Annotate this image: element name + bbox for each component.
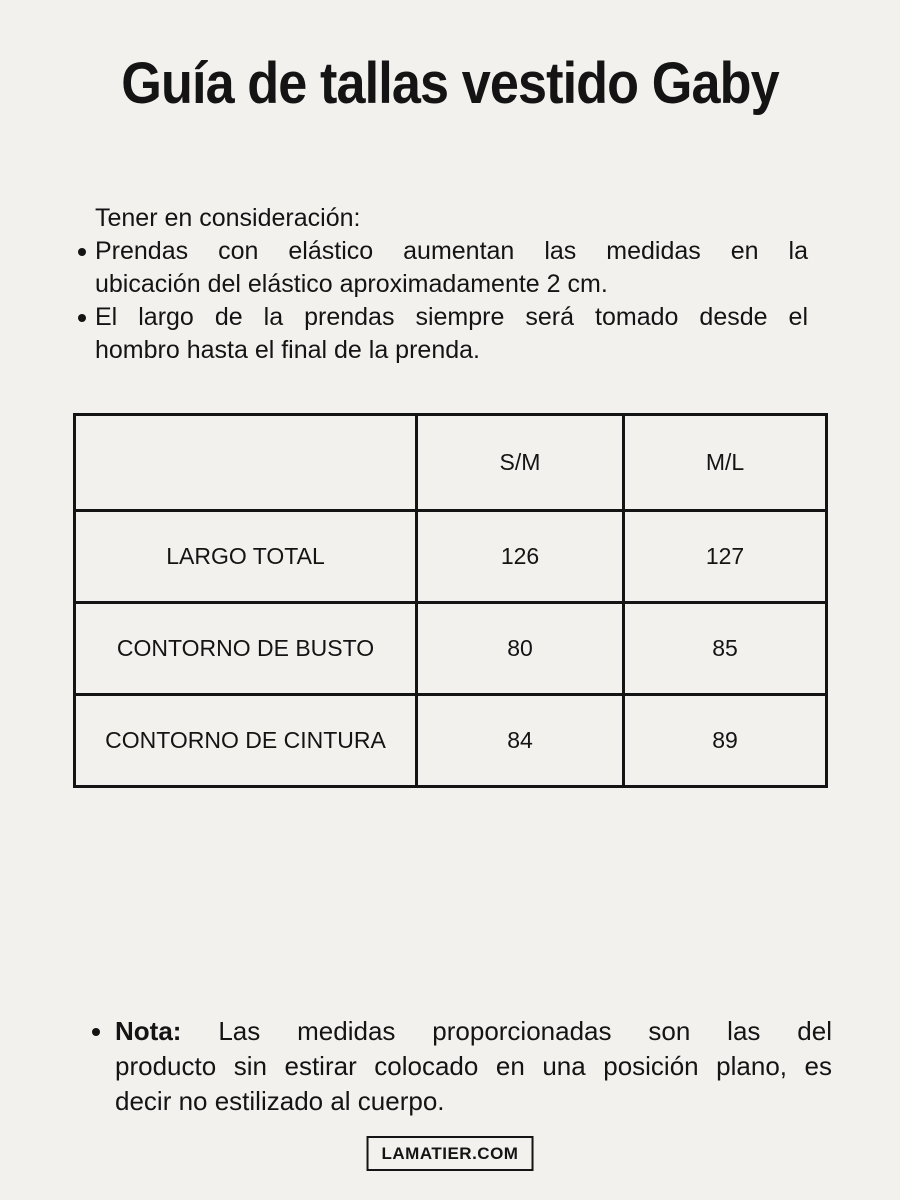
row-value: 84 — [417, 695, 624, 787]
considerations-section — [78, 202, 808, 367]
note-text: Las medidas proporcionadas son las del — [218, 1016, 832, 1046]
note-text-line: producto sin estirar colocado en una posición plano, es — [115, 1051, 832, 1081]
row-label: CONTORNO DE BUSTO — [75, 603, 417, 695]
table-row — [75, 695, 827, 787]
table-row — [75, 603, 827, 695]
table-col-header-ml: M/L — [624, 415, 827, 511]
row-value: 89 — [624, 695, 827, 787]
consideration-text-line: El largo de la prendas siempre será tomado desde el — [95, 303, 808, 331]
consideration-bullet — [78, 235, 808, 301]
bullet-icon — [92, 1014, 115, 1036]
brand-label: LAMATIER.COM — [381, 1144, 519, 1163]
row-value: 80 — [417, 603, 624, 695]
note-section — [92, 1014, 832, 1119]
table-corner-cell — [75, 415, 417, 511]
row-label: LARGO TOTAL — [75, 511, 417, 603]
considerations-heading: Tener en consideración: — [95, 204, 361, 232]
consideration-bullet — [78, 301, 808, 367]
row-value: 127 — [624, 511, 827, 603]
consideration-text-line: Prendas con elástico aumentan las medidas en la — [95, 237, 808, 265]
row-label: CONTORNO DE CINTURA — [75, 695, 417, 787]
note-text-line — [115, 1014, 832, 1049]
size-table — [73, 413, 828, 788]
bullet-icon — [78, 301, 95, 322]
consideration-text-line: hombro hasta el final de la prenda. — [95, 336, 480, 364]
table-header-row — [75, 415, 827, 511]
row-value: 85 — [624, 603, 827, 695]
note-text-line: decir no estilizado al cuerpo. — [115, 1086, 445, 1116]
note-label: Nota: — [115, 1016, 182, 1046]
brand-box — [367, 1136, 534, 1171]
note-bullet — [92, 1014, 832, 1119]
row-value: 126 — [417, 511, 624, 603]
bullet-icon — [78, 235, 95, 256]
page-title: Guía de tallas vestido Gaby — [121, 51, 779, 116]
consideration-text-line: ubicación del elástico aproximadamente 2 cm. — [95, 270, 608, 298]
table-col-header-sm: S/M — [417, 415, 624, 511]
table-row — [75, 511, 827, 603]
